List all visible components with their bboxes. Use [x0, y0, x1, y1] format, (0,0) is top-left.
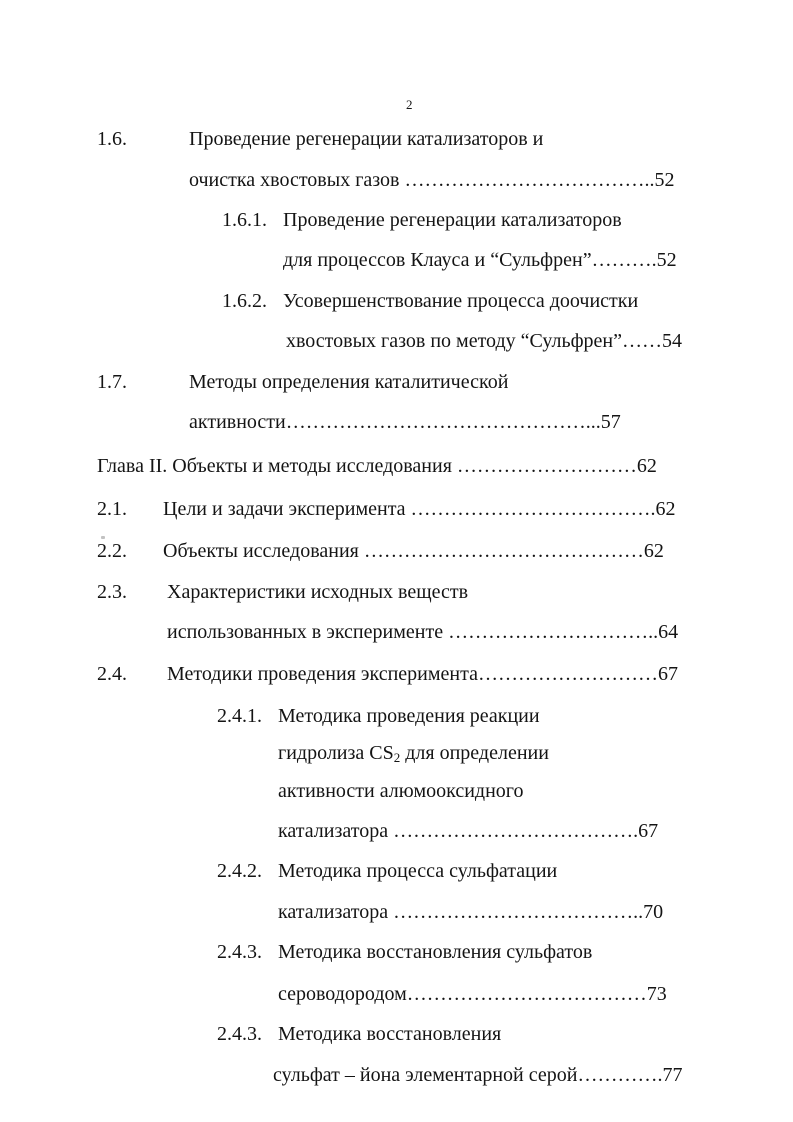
toc-title: Методики проведения эксперимента………………………67 — [167, 663, 678, 685]
toc-number: 2.4.1. — [217, 705, 262, 727]
scan-speck — [101, 536, 105, 539]
toc-number: 2.3. — [97, 581, 127, 603]
toc-number: 2.4.3. — [217, 941, 262, 963]
toc-title: Усовершенствование процесса доочистки — [283, 290, 639, 312]
toc-title-cont: сероводородом………………………………73 — [278, 983, 667, 1005]
formula-tail: для определении — [400, 742, 549, 764]
toc-number: 2.4.2. — [217, 860, 262, 882]
toc-title-cont: катализатора ……………………………….67 — [278, 820, 659, 842]
toc-title: Цели и задачи эксперимента ……………………………….62 — [163, 498, 676, 520]
toc-title-cont: очистка хвостовых газов ………………………………..52 — [189, 169, 675, 191]
toc-number: 1.6.2. — [222, 290, 267, 312]
toc-title: Методика восстановления сульфатов — [278, 941, 593, 963]
toc-number: 2.1. — [97, 498, 127, 520]
toc-title-cont: активности алюмооксидного — [278, 780, 524, 802]
toc-title: Методика проведения реакции — [278, 705, 540, 727]
toc-title: Методика восстановления — [278, 1023, 502, 1045]
toc-number: 1.7. — [97, 371, 127, 393]
toc-number: 2.4. — [97, 663, 127, 685]
toc-title-cont: сульфат – йона элементарной серой………….77 — [273, 1064, 683, 1086]
toc-title-cont: активности………………………………………...57 — [189, 411, 621, 433]
toc-title: Методика процесса сульфатации — [278, 860, 558, 882]
page-number: 2 — [406, 97, 413, 112]
toc-number: 2.2. — [97, 540, 127, 562]
toc-title-cont: для процессов Клауса и “Сульфрен”……….52 — [283, 249, 677, 271]
toc-chapter-title: Глава II. Объекты и методы исследования ………………………62 — [97, 455, 657, 477]
toc-title: Методы определения каталитической — [189, 371, 509, 393]
toc-title: Проведение регенерации катализаторов — [283, 209, 622, 231]
toc-number: 1.6. — [97, 128, 127, 150]
formula-text: гидролиза CS — [278, 742, 394, 764]
toc-title-cont — [278, 743, 549, 763]
toc-title: Объекты исследования ……………………………………62 — [163, 540, 664, 562]
toc-title-cont: использованных в эксперименте …………………………..64 — [167, 621, 679, 643]
toc-number: 2.4.3. — [217, 1023, 262, 1045]
toc-title-cont: хвостовых газов по методу “Сульфрен”……54 — [286, 330, 683, 352]
toc-number: 1.6.1. — [222, 209, 267, 231]
toc-title-cont: катализатора ………………………………..70 — [278, 901, 664, 923]
toc-title: Проведение регенерации катализаторов и — [189, 128, 544, 150]
toc-title: Характеристики исходных веществ — [167, 581, 469, 603]
formula-subscript: 2 — [393, 750, 401, 765]
